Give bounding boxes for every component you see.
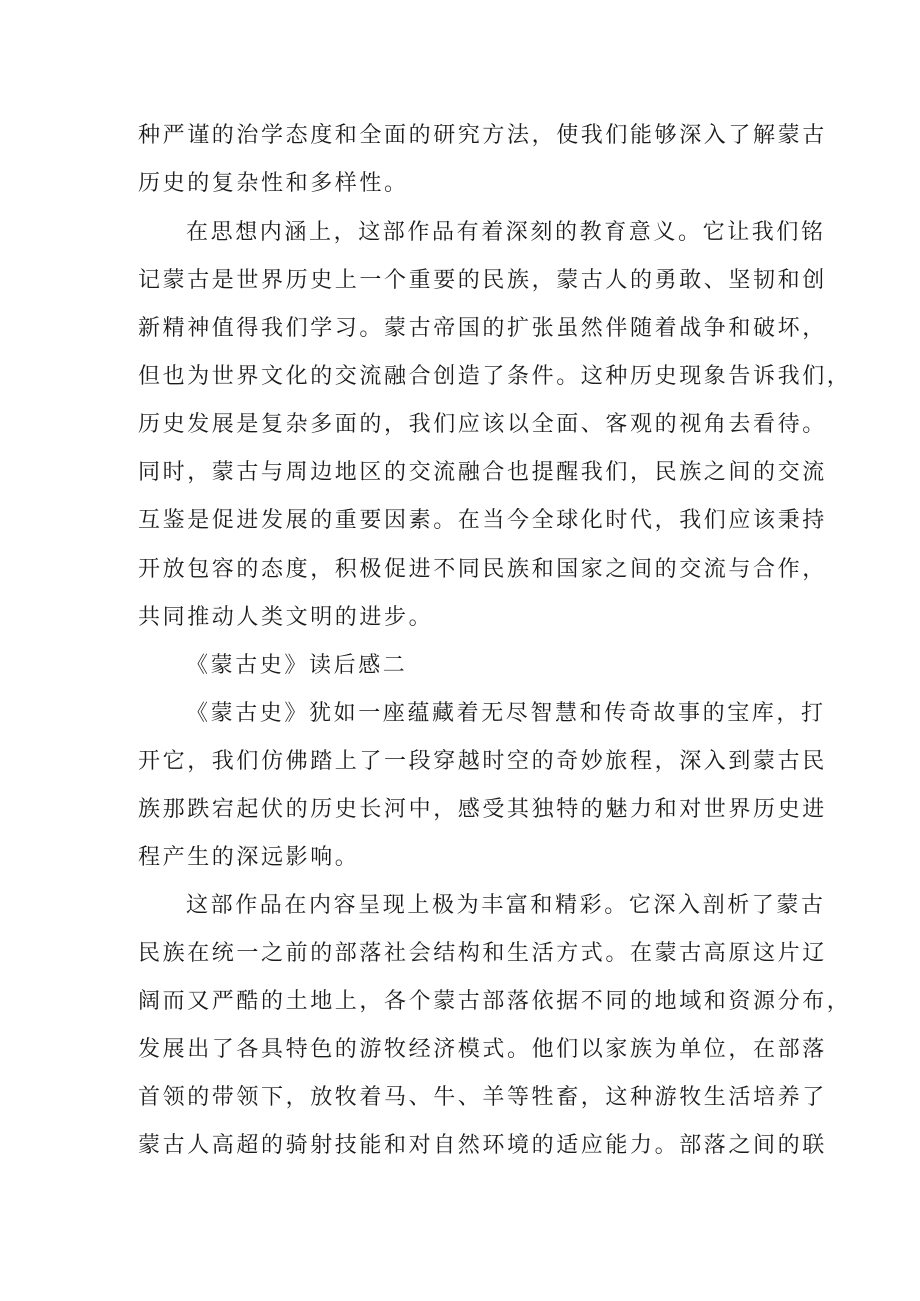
- paragraph-line: 共同推动人类文明的进步。: [138, 605, 434, 630]
- paragraph-line: 新精神值得我们学习。蒙古帝国的扩张虽然伴随着战争和破坏，: [138, 316, 827, 341]
- paragraph-line: 阔而又严酷的土地上，各个蒙古部落依据不同的地域和资源分布，: [138, 989, 852, 1014]
- paragraph-line: 记蒙古是世界历史上一个重要的民族，蒙古人的勇敢、坚韧和创: [138, 268, 827, 293]
- paragraph-line: 蒙古人高超的骑射技能和对自然环境的适应能力。部落之间的联: [138, 1133, 827, 1158]
- paragraph-line: 程产生的深远影响。: [138, 845, 360, 870]
- section-heading: 《蒙古史》读后感二: [186, 653, 408, 678]
- paragraph-line: 民族在统一之前的部落社会结构和生活方式。在蒙古高原这片辽: [138, 941, 827, 966]
- paragraph-line: 历史的复杂性和多样性。: [138, 171, 409, 196]
- paragraph-line: 历史发展是复杂多面的，我们应该以全面、客观的视角去看待。: [138, 412, 827, 437]
- paragraph-line: 种严谨的治学态度和全面的研究方法，使我们能够深入了解蒙古: [138, 123, 827, 148]
- paragraph-line: 发展出了各具特色的游牧经济模式。他们以家族为单位，在部落: [138, 1037, 827, 1062]
- paragraph-line: 但也为世界文化的交流融合创造了条件。这种历史现象告诉我们，: [138, 364, 852, 389]
- paragraph-line: 互鉴是促进发展的重要因素。在当今全球化时代，我们应该秉持: [138, 508, 827, 533]
- paragraph-line: 这部作品在内容呈现上极为丰富和精彩。它深入剖析了蒙古: [186, 893, 826, 918]
- paragraph-line: 开它，我们仿佛踏上了一段穿越时空的奇妙旅程，深入到蒙古民: [138, 749, 827, 774]
- paragraph-line: 开放包容的态度，积极促进不同民族和国家之间的交流与合作，: [138, 557, 827, 582]
- paragraph-line: 首领的带领下，放牧着马、牛、羊等牲畜，这种游牧生活培养了: [138, 1085, 827, 1110]
- paragraph-line: 《蒙古史》犹如一座蕴藏着无尽智慧和传奇故事的宝库，打: [186, 701, 826, 726]
- paragraph-line: 同时，蒙古与周边地区的交流融合也提醒我们，民族之间的交流: [138, 460, 827, 485]
- paragraph-line: 族那跌宕起伏的历史长河中，感受其独特的魅力和对世界历史进: [138, 797, 827, 822]
- paragraph-line: 在思想内涵上，这部作品有着深刻的教育意义。它让我们铭: [186, 220, 826, 245]
